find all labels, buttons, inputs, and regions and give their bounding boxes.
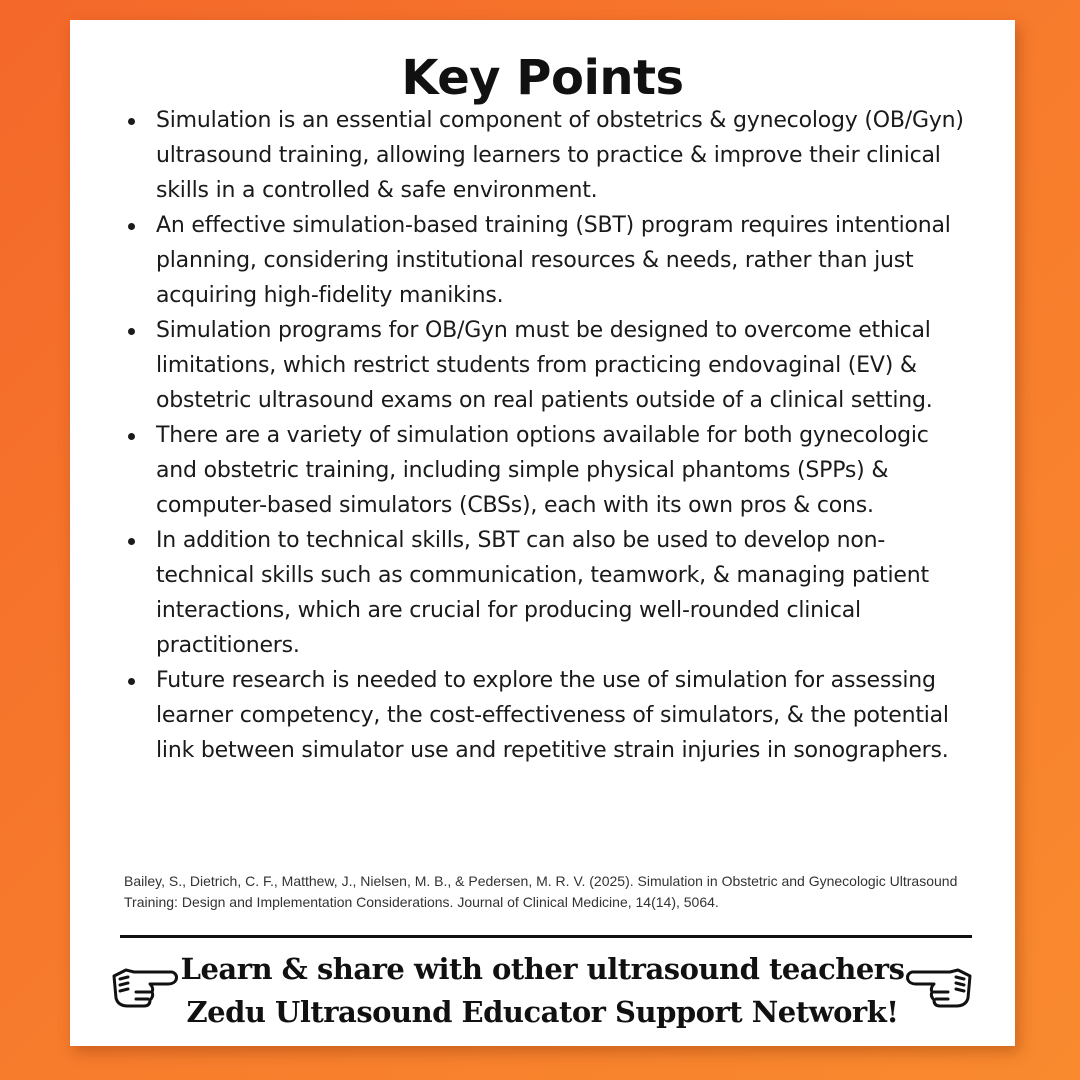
point-text: There are a variety of simulation options available for both gynecologic and obstetric training, including simple physical phantoms (SPPs) & computer-based simulators (CBSs), each with its own pros & cons. [156, 423, 929, 518]
divider [120, 935, 972, 938]
page-title: Key Points [401, 50, 684, 106]
citation: Bailey, S., Dietrich, C. F., Matthew, J., Nielsen, M. B., & Pedersen, M. R. V. (2025). Simulation in Obstetric and Gynecologic Ultrasound Training: Design and Implementation Considerations. Journal of Clinical Medicine, 14(14), 5064. [124, 873, 958, 910]
pointing-hand-left-icon [902, 962, 974, 1012]
key-points-list [156, 103, 976, 768]
list-item [156, 418, 976, 523]
bullet-icon [128, 118, 135, 125]
cta-line-1: Learn & share with other ultrasound teachers [180, 952, 905, 986]
bullet-icon [128, 678, 135, 685]
bullet-icon [128, 223, 135, 230]
list-item [156, 208, 976, 313]
key-points-card [70, 20, 1015, 1046]
point-text: Future research is needed to explore the use of simulation for assessing learner competency, the cost-effectiveness of simulators, & the potential link between simulator use and repetitive strain injuries in sonographers. [156, 668, 949, 763]
bullet-icon [128, 538, 135, 545]
call-to-action [70, 948, 1015, 1034]
list-item [156, 523, 976, 663]
bullet-icon [128, 328, 135, 335]
list-item [156, 313, 976, 418]
point-text: An effective simulation-based training (SBT) program requires intentional planning, considering institutional resources & needs, rather than just acquiring high-fidelity manikins. [156, 213, 951, 308]
cta-line-2: Zedu Ultrasound Educator Support Network! [186, 995, 899, 1029]
point-text: In addition to technical skills, SBT can also be used to develop non-technical skills such as communication, teamwork, & managing patient interactions, which are crucial for producing well-rounded clinical practitioners. [156, 528, 929, 658]
list-item [156, 103, 976, 208]
point-text: Simulation is an essential component of obstetrics & gynecology (OB/Gyn) ultrasound training, allowing learners to practice & improve their clinical skills in a controlled & safe environment. [156, 108, 964, 203]
list-item [156, 663, 976, 768]
bullet-icon [128, 433, 135, 440]
point-text: Simulation programs for OB/Gyn must be designed to overcome ethical limitations, which restrict students from practicing endovaginal (EV) & obstetric ultrasound exams on real patients outside of a clinical setting. [156, 318, 933, 413]
